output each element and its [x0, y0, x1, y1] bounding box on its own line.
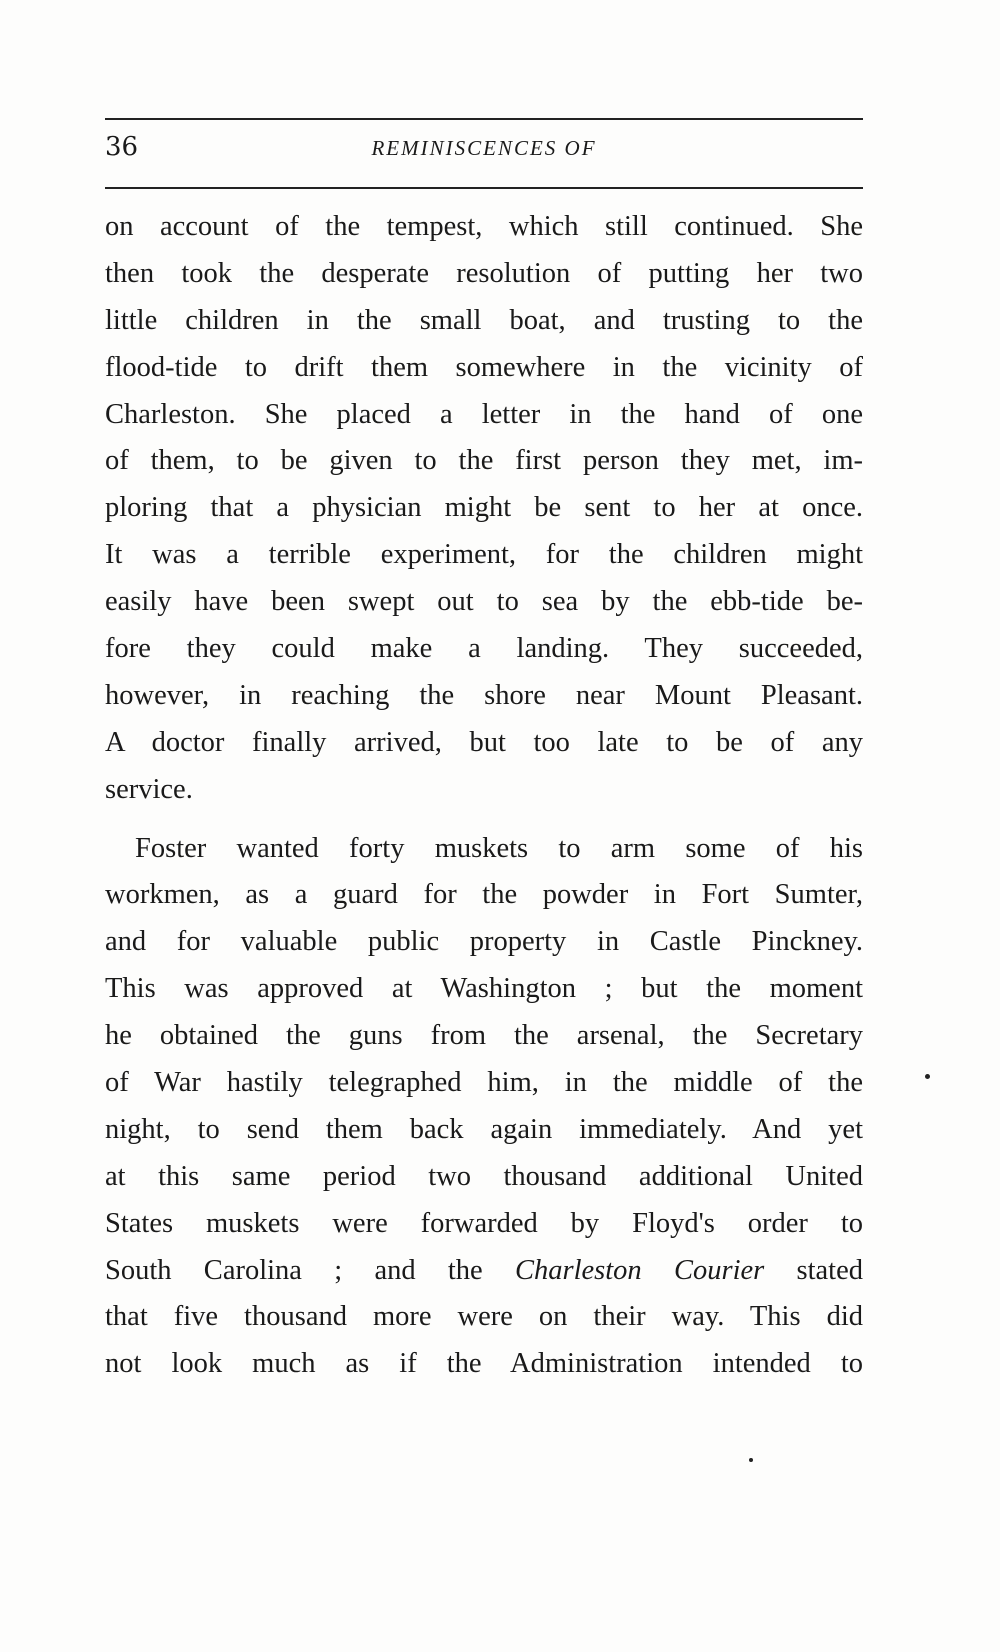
text-line: then took the desperate resolution of putting her two — [105, 257, 863, 289]
text-line: Foster wanted forty muskets to arm some of his — [135, 832, 863, 864]
text-line-with-italic — [105, 1248, 863, 1295]
text-line: night, to send them back again immediately. And yet — [105, 1113, 863, 1145]
text-line: of War hastily telegraphed him, in the middle of the — [105, 1067, 863, 1099]
text-segment: South Carolina ; and the — [105, 1254, 515, 1286]
body-text — [105, 204, 863, 1388]
ink-speck — [749, 1458, 753, 1462]
text-line: not look much as if the Administration intended to — [105, 1348, 863, 1380]
header-rule-top — [105, 118, 863, 120]
text-line: States muskets were forwarded by Floyd's order to — [105, 1207, 863, 1239]
text-line: however, in reaching the shore near Mount Pleasant. — [105, 679, 863, 711]
text-segment: stated — [764, 1254, 864, 1286]
text-line: he obtained the guns from the arsenal, the Secretary — [105, 1020, 863, 1052]
text-line: A doctor finally arrived, but too late to be of any — [105, 726, 863, 758]
text-line: on account of the tempest, which still continued. She — [105, 211, 863, 242]
header-rule-bottom — [105, 187, 863, 189]
text-line: workmen, as a guard for the powder in Fort Sumter, — [105, 879, 863, 911]
ink-speck — [925, 1074, 930, 1079]
italic-title: Charleston Courier — [515, 1254, 765, 1286]
running-title: REMINISCENCES OF — [371, 136, 597, 160]
text-line: easily have been swept out to sea by the ebb-tide be- — [105, 586, 863, 618]
text-line: service. — [105, 773, 193, 805]
paragraph-gap — [105, 814, 863, 826]
text-line: flood-tide to drift them somewhere in the vicinity of — [105, 351, 863, 383]
text-line: Charleston. She placed a letter in the hand of one — [105, 398, 863, 430]
text-line: fore they could make a landing. They succeeded, — [105, 633, 863, 665]
text-line: little children in the small boat, and trusting to the — [105, 304, 863, 336]
text-line: of them, to be given to the first person they met, im- — [105, 445, 863, 477]
text-line: and for valuable public property in Castle Pinckney. — [105, 926, 863, 958]
text-line: This was approved at Washington ; but the moment — [105, 973, 863, 1005]
text-line: It was a terrible experiment, for the children might — [105, 539, 863, 571]
page-header — [105, 128, 863, 178]
page-number: 36 — [105, 132, 139, 162]
text-line: at this same period two thousand additional United — [105, 1160, 863, 1192]
text-line: that five thousand more were on their way. This did — [105, 1301, 863, 1333]
text-line: ploring that a physician might be sent to her at once. — [105, 492, 863, 524]
